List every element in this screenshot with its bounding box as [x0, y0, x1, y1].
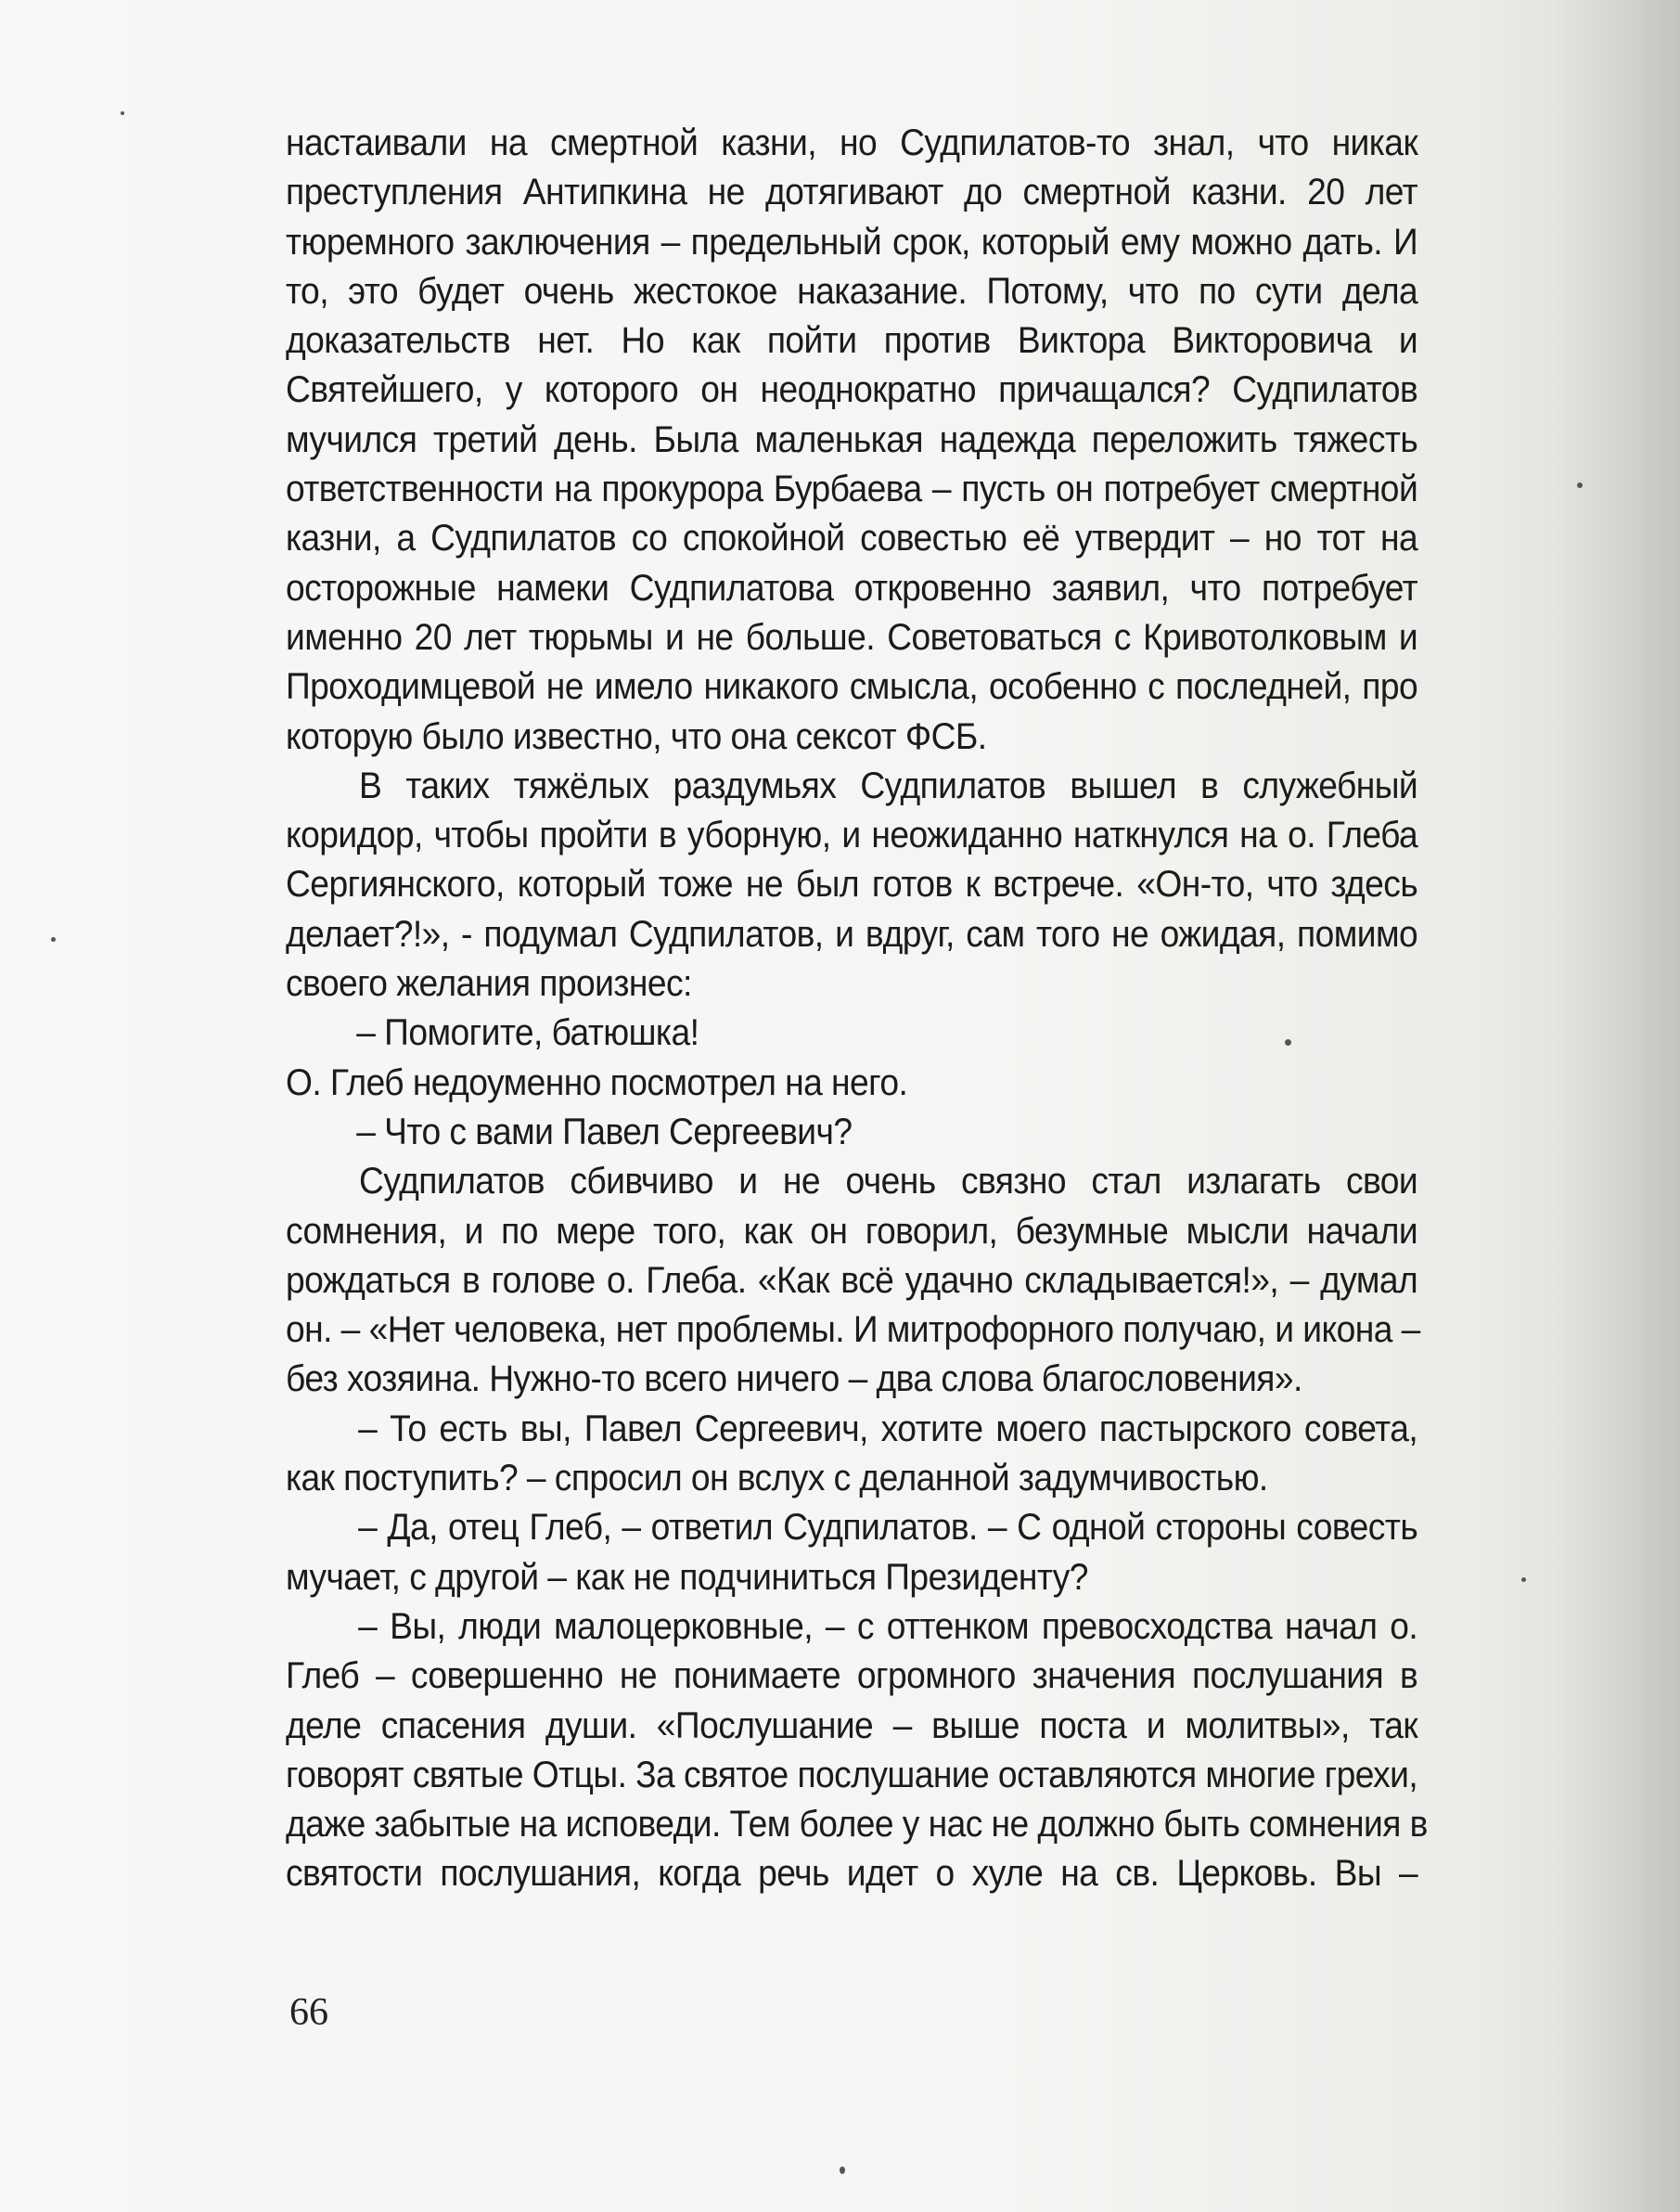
- text-line: как поступить? – спросил он вслух с деланной задумчивостью.: [286, 1458, 1268, 1499]
- text-line: которую было известно, что она сексот ФСБ.: [286, 715, 987, 757]
- text-line: доказательств нет. Но как пойти против Виктора Викторовича и: [286, 320, 1418, 362]
- text-line: он. – «Нет человека, нет проблемы. И митрофорного получаю, и икона –: [286, 1309, 1420, 1351]
- text-line: – То есть вы, Павел Сергеевич, хотите моего пастырского совета,: [358, 1408, 1418, 1449]
- text-line: осторожные намеки Судпилатова откровенно заявил, что потребует: [286, 567, 1418, 609]
- text-line: Глеб – совершенно не понимаете огромного значения послушания в: [286, 1655, 1418, 1697]
- text-line: сомнения, и по мере того, как он говорил, безумные мысли начали: [286, 1210, 1418, 1252]
- text-line: даже забытые на исповеди. Тем более у нас не должно быть сомнения в: [286, 1804, 1428, 1845]
- scan-speck: [1285, 1039, 1291, 1046]
- text-line: ответственности на прокурора Бурбаева – пусть он потребует смертной: [286, 469, 1418, 510]
- page-edge-shadow: [1550, 0, 1680, 2212]
- scan-speck: [51, 937, 56, 942]
- scan-speck: [121, 111, 124, 115]
- text-line: святости послушания, когда речь идет о хуле на св. Церковь. Вы –: [286, 1853, 1418, 1895]
- text-line: деле спасения души. «Послушание – выше поста и молитвы», так: [286, 1704, 1418, 1746]
- text-line: Святейшего, у которого он неоднократно причащался? Судпилатов: [286, 369, 1418, 411]
- text-line: Сергиянского, который тоже не был готов к встрече. «Он-то, что здесь: [286, 864, 1418, 906]
- text-line: тюремного заключения – предельный срок, который ему можно дать. И: [286, 221, 1418, 263]
- text-line: мучился третий день. Была маленькая надежда переложить тяжесть: [286, 418, 1418, 460]
- text-line: говорят святые Отцы. За святое послушание оставляются многие грехи,: [286, 1754, 1418, 1795]
- text-line: В таких тяжёлых раздумьях Судпилатов вышел в служебный: [359, 765, 1418, 806]
- text-line: казни, а Судпилатов со спокойной совестью её утвердит – но тот на: [286, 518, 1418, 559]
- text-line: преступления Антипкина не дотягивают до смертной казни. 20 лет: [286, 172, 1418, 213]
- text-line: делает?!», - подумал Судпилатов, и вдруг, сам того не ожидая, помимо: [286, 913, 1418, 955]
- text-line: коридор, чтобы пройти в уборную, и неожиданно наткнулся на о. Глеба: [286, 815, 1418, 856]
- page-number: 66: [289, 1991, 328, 2034]
- scan-speck: [1577, 482, 1583, 488]
- text-line: рождаться в голове о. Глеба. «Как всё удачно складывается!», – думал: [286, 1259, 1418, 1301]
- text-line: Проходимцевой не имело никакого смысла, особенно с последней, про: [286, 666, 1418, 708]
- text-line: – Вы, люди малоцерковные, – с оттенком превосходства начал о.: [358, 1605, 1418, 1647]
- text-line: О. Глеб недоуменно посмотрел на него.: [286, 1061, 908, 1103]
- scan-speck: [840, 2167, 845, 2174]
- text-line: – Что с вами Павел Сергеевич?: [356, 1111, 853, 1152]
- text-line: – Да, отец Глеб, – ответил Судпилатов. – С одной стороны совесть: [358, 1507, 1418, 1549]
- text-line: Судпилатов сбивчиво и не очень связно стал излагать свои: [359, 1161, 1418, 1202]
- body-text: [286, 119, 1428, 1899]
- text-line: именно 20 лет тюрьмы и не больше. Советоваться с Кривотолковым и: [286, 616, 1418, 658]
- text-line: – Помогите, батюшка!: [356, 1012, 699, 1054]
- text-line: то, это будет очень жестокое наказание. Потому, что по сути дела: [286, 270, 1418, 312]
- scan-speck: [1521, 1577, 1526, 1582]
- text-line: своего желания произнес:: [286, 963, 692, 1005]
- text-line: мучает, с другой – как не подчиниться Президенту?: [286, 1556, 1088, 1598]
- text-line: настаивали на смертной казни, но Судпилатов-то знал, что никак: [286, 122, 1418, 163]
- text-line: без хозяина. Нужно-то всего ничего – два слова благословения».: [286, 1358, 1302, 1400]
